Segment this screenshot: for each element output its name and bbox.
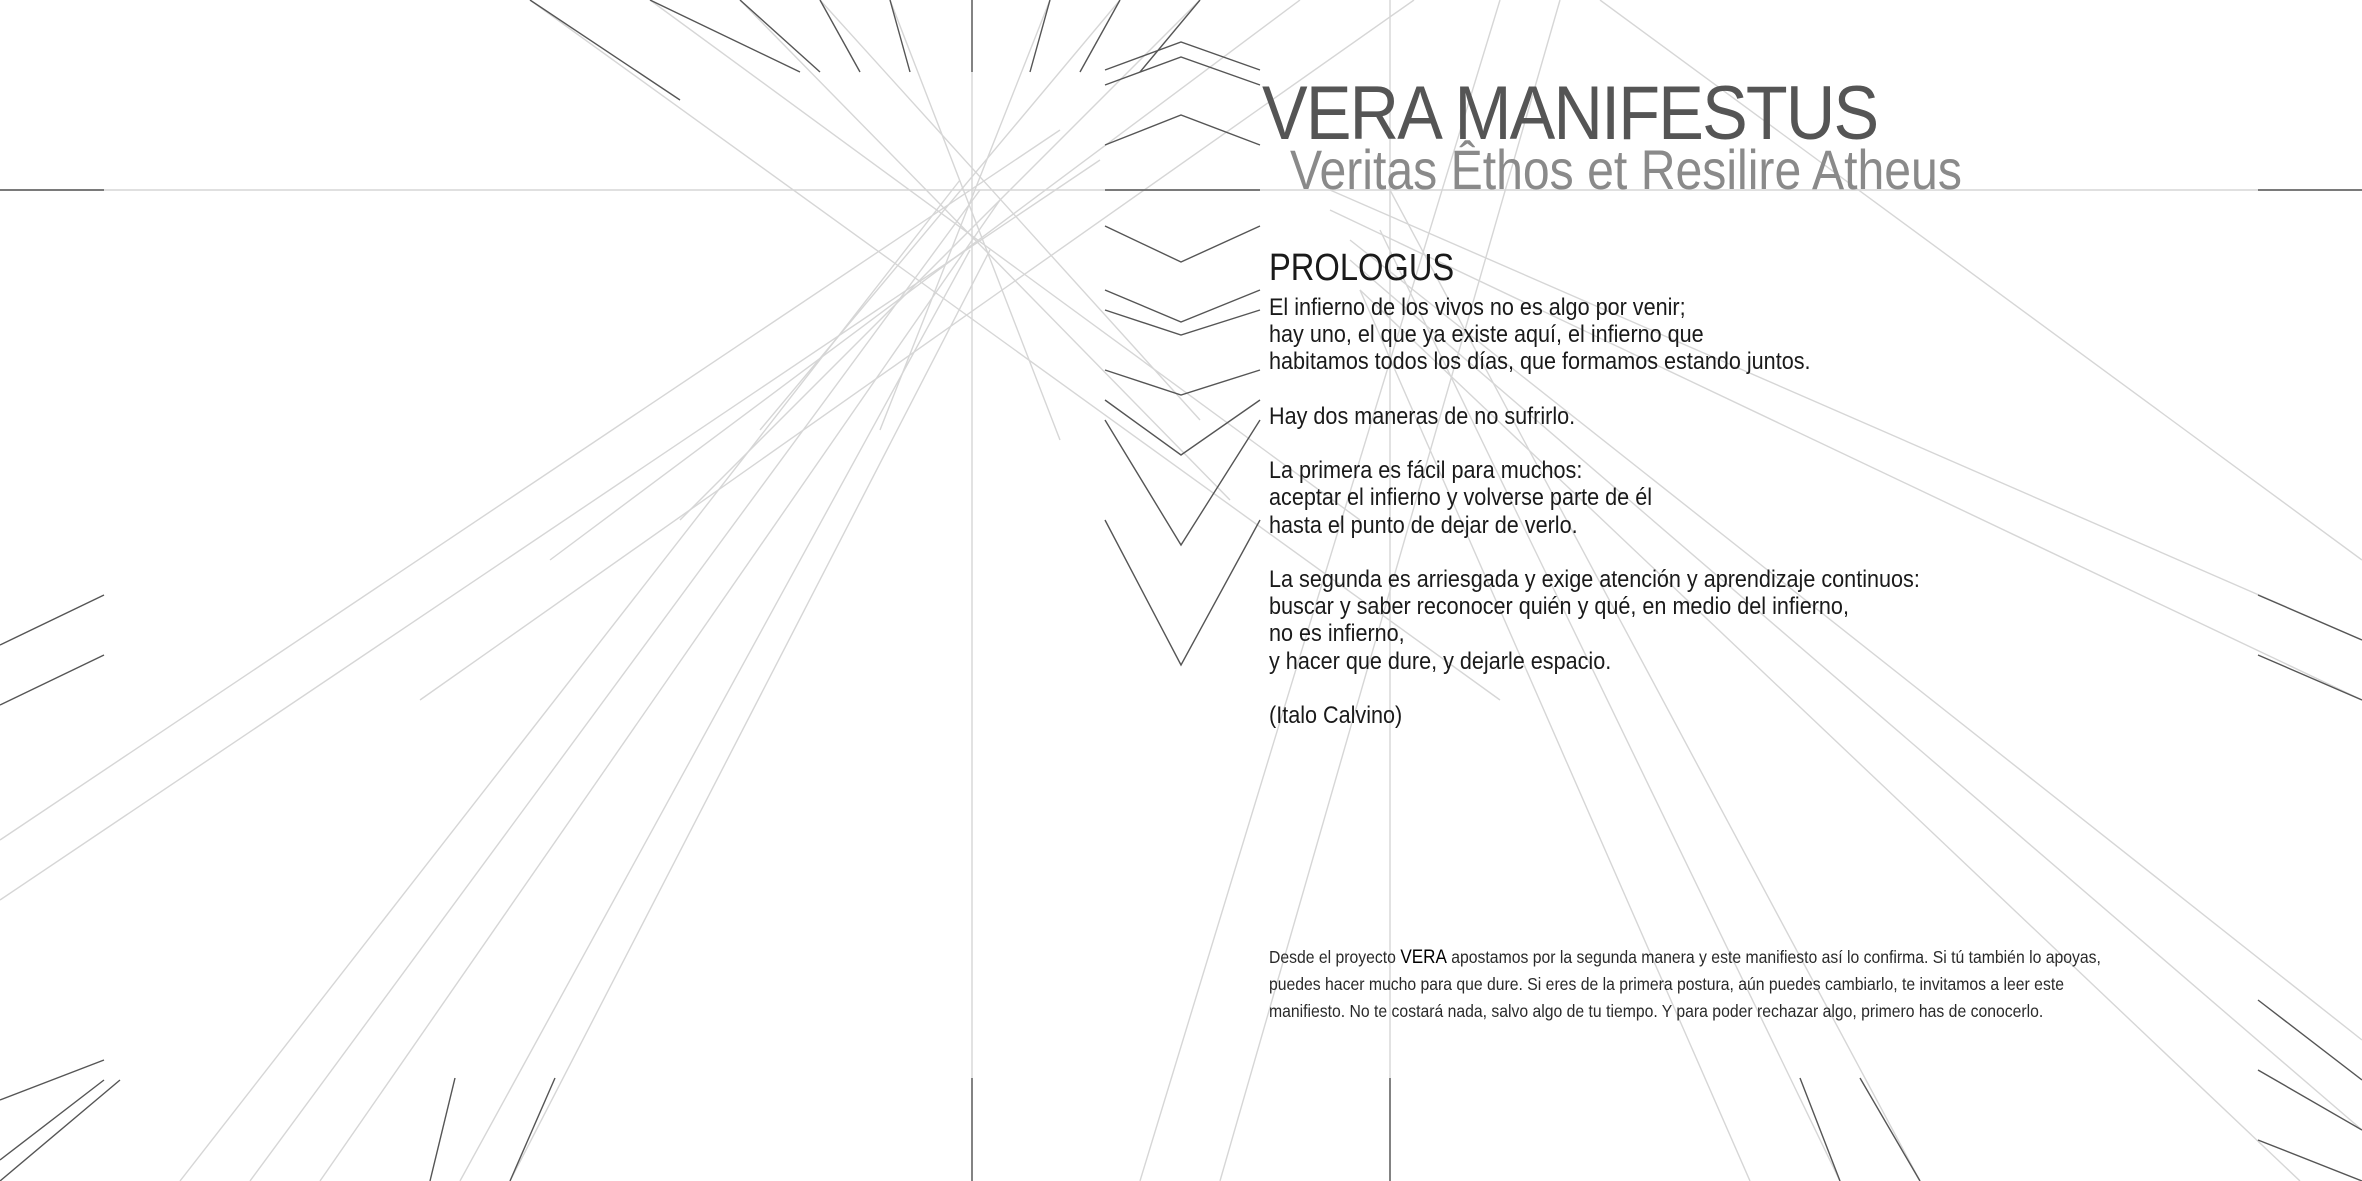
poem-line: Hay dos maneras de no sufrirlo. — [1269, 402, 1576, 430]
section-heading: PROLOGUS — [1269, 247, 1455, 289]
note-text: Desde el proyecto — [1269, 947, 1401, 967]
note-text: apostamos por la segunda manera y este manifiesto así lo confirma. Si tú también lo apoyas, — [1446, 947, 2101, 967]
page-subtitle: Veritas Êthos et Resilire Atheus — [1290, 138, 1962, 201]
poem-line: La primera es fácil para muchos: — [1269, 457, 1583, 485]
poem-line: El infierno de los vivos no es algo por venir; — [1269, 294, 1686, 321]
note-line: manifiesto. No te costará nada, salvo algo de tu tiempo. Y para poder rechazar algo, primero has de conocerlo. — [1269, 1001, 2044, 1021]
stanza-gap — [1269, 675, 1920, 702]
stanza-gap — [1269, 539, 1920, 566]
poem-line: aceptar el infierno y volverse parte de él — [1269, 484, 1653, 512]
page-title: VERA MANIFESTUS — [1262, 71, 1878, 156]
poem-line: hay uno, el que ya existe aquí, el infierno que — [1269, 321, 1704, 349]
poem-text — [1269, 294, 1920, 729]
poem-line: y hacer que dure, y dejarle espacio. — [1269, 647, 1612, 675]
poem-line: hasta el punto de dejar de verlo. — [1269, 511, 1578, 539]
poem-line: buscar y saber reconocer quién y qué, en medio del infierno, — [1269, 593, 1849, 621]
stanza-gap — [1269, 430, 1920, 457]
note-line — [1269, 944, 2151, 971]
poem-line: La segunda es arriesgada y exige atención y aprendizaje continuos: — [1269, 565, 1920, 593]
poem-line: habitamos todos los días, que formamos estando juntos. — [1269, 348, 1811, 376]
stanza-gap — [1269, 376, 1920, 403]
brand-name: VERA — [1400, 947, 1447, 968]
project-note — [1269, 944, 2151, 1025]
note-line: puedes hacer mucho para que dure. Si eres de la primera postura, aún puedes cambiarlo, te invitamos a leer este — [1269, 974, 2064, 994]
poem-attribution: (Italo Calvino) — [1269, 701, 1403, 729]
poem-line: no es infierno, — [1269, 620, 1405, 648]
